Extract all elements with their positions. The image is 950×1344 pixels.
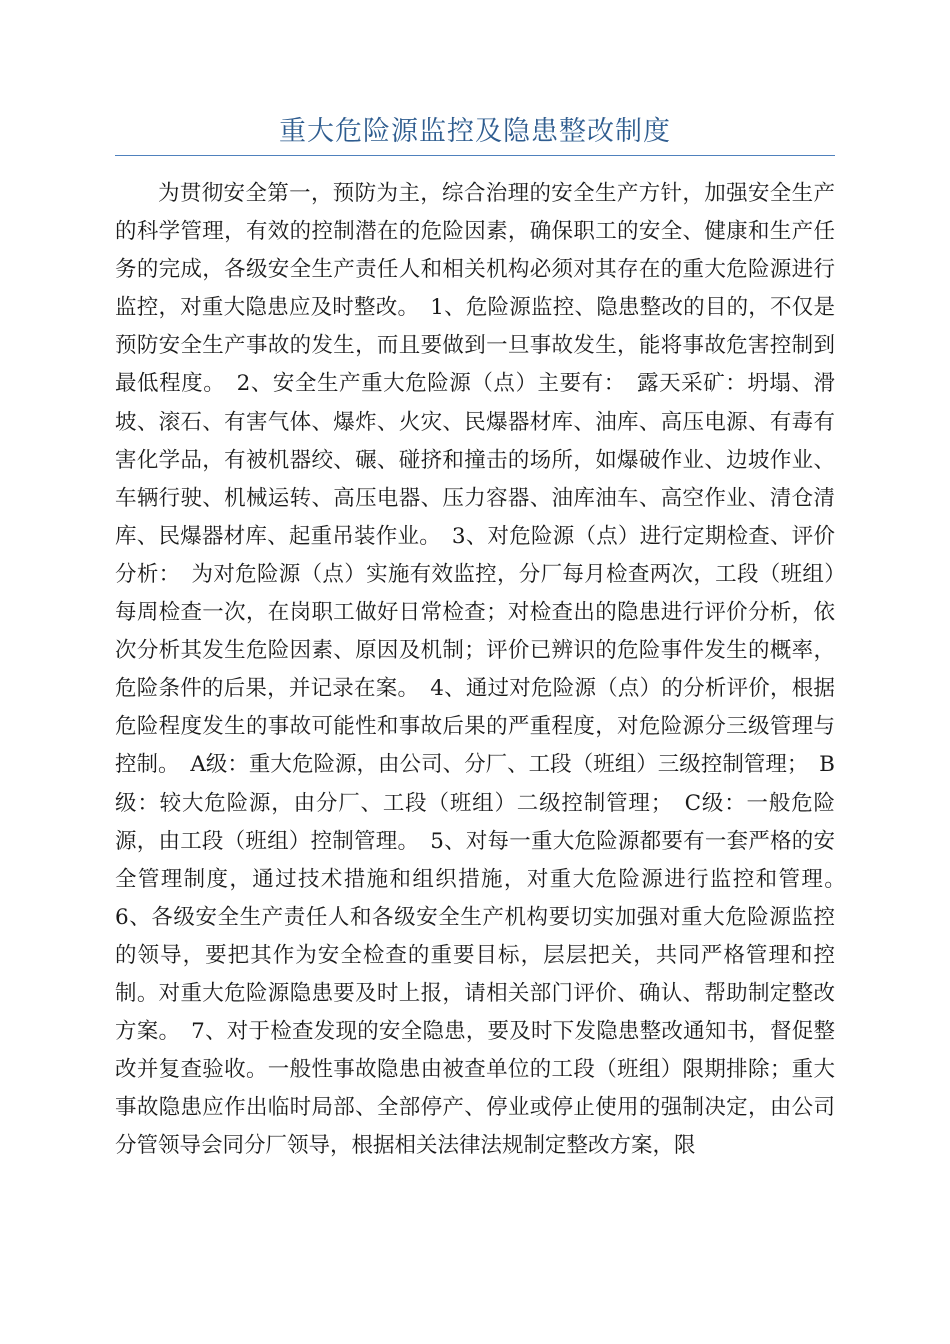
document-title: 重大危险源监控及隐患整改制度 (279, 116, 671, 147)
body-paragraph: 为贯彻安全第一，预防为主，综合治理的安全生产方针，加强安全生产的科学管理，有效的控制潜在的危险因素，确保职工的安全、健康和生产任务的完成，各级安全生产责任人和相关机构必须对其存在的重大危险源进行监控，对重大隐患应及时整改。 1、危险源监控、隐患整改的目的，不仅是预防安全生产事故的发生，而且要做到一旦事故发生，能将事故危害控制到最低程度。 2、安全生产重大危险源（点）主要有： 露天采矿：坍塌、滑坡、滚石、有害气体、爆炸、火灾、民爆器材库、油库、高压电源、有毒有害化学品，有被机器绞、碾、碰挤和撞击的场所，如爆破作业、边坡作业、车辆行驶、机械运转、高压电器、压力容器、油库油车、高空作业、清仓清库、民爆器材库、起重吊装作业。 3、对危险源（点）进行定期检查、评价分析： 为对危险源（点）实施有效监控，分厂每月检查两次，工段（班组）每周检查一次，在岗职工做好日常检查；对检查出的隐患进行评价分析，依次分析其发生危险因素、原因及机制；评价已辨识的危险事件发生的概率，危险条件的后果，并记录在案。 4、通过对危险源（点）的分析评价，根据危险程度发生的事故可能性和事故后果的严重程度，对危险源分三级管理与控制。 A级：重大危险源，由公司、分厂、工段（班组）三级控制管理； B级：较大危险源，由分厂、工段（班组）二级控制管理； C级：一般危险源，由工段（班组）控制管理。 5、对每一重大危险源都要有一套严格的安全管理制度，通过技术措施和组织措施，对重大危险源进行监控和管理。 6、各级安全生产责任人和各级安全生产机构要切实加强对重大危险源监控的领导，要把其作为安全检查的重要目标，层层把关，共同严格管理和控制。对重大危险源隐患要及时上报，请相关部门评价、确认、帮助制定整改方案。 7、对于检查发现的安全隐患，要及时下发隐患整改通知书，督促整改并复查验收。一般性事故隐患由被查单位的工段（班组）限期排除；重大事故隐患应作出临时局部、全部停产、停业或停止使用的强制决定，由公司分管领导会同分厂领导，根据相关法律法规制定整改方案，限 (115, 181, 857, 1159)
title-underline (115, 155, 835, 156)
